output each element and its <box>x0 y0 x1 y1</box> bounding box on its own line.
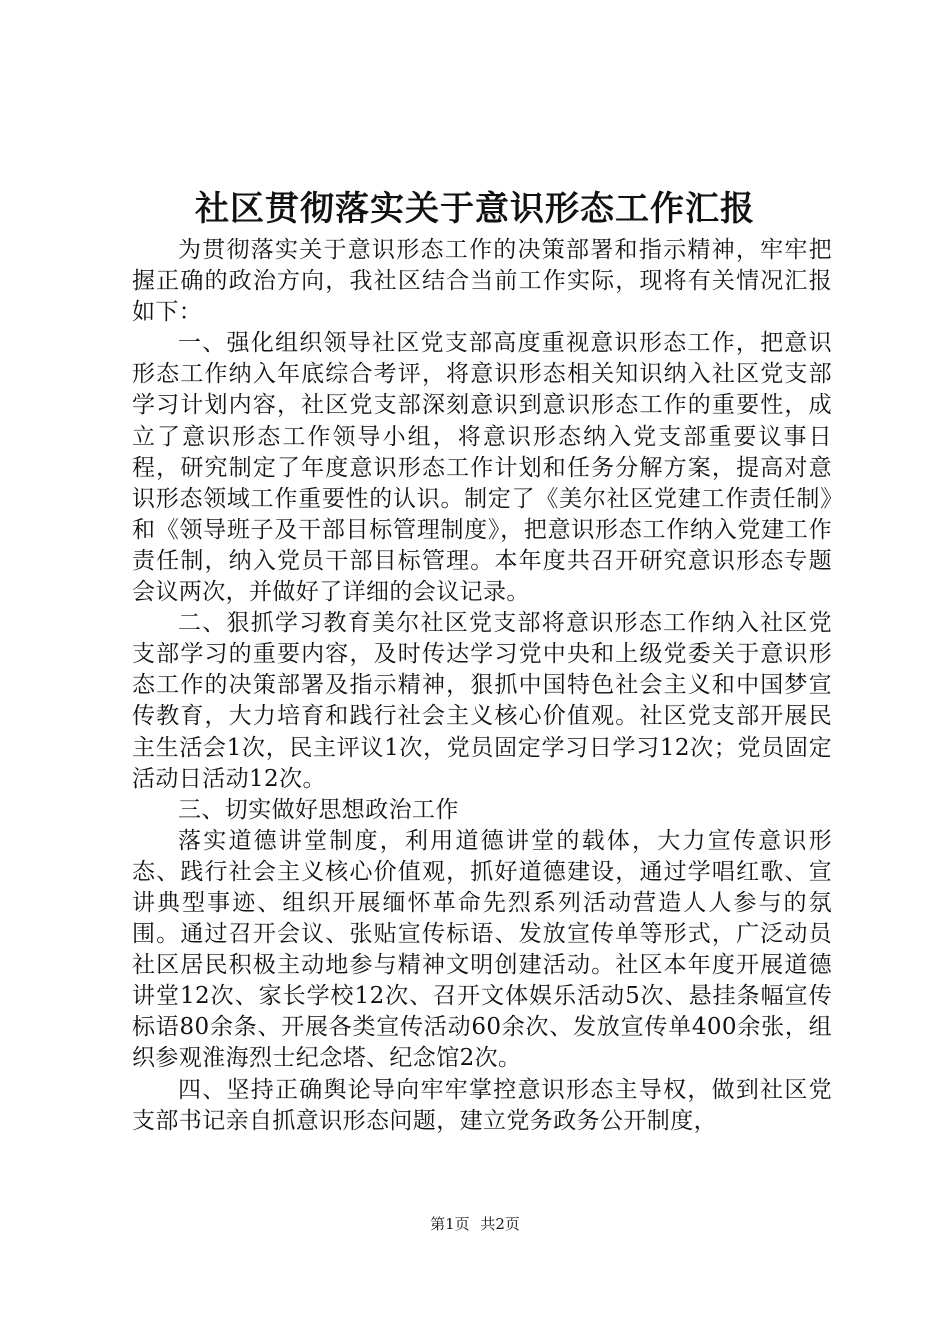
page-footer <box>0 1212 950 1236</box>
page-number: 第1页 <box>430 1215 470 1233</box>
document-title: 社区贯彻落实关于意识形态工作汇报 <box>195 189 755 229</box>
section-3-heading: 三、切实做好思想政治工作 <box>178 796 459 823</box>
paragraph-section-1: 一、强化组织领导社区党支部高度重视意识形态工作，把意识形态工作纳入年底综合考评，将意识形态相关知识纳入社区党支部学习计划内容，社区党支部深刻意识到意识形态工作的重要性，成立了意识形态工作领导小组，将意识形态纳入党支部重要议事日程，研究制定了年度意识形态工作计划和任务分解方案，提高对意识形态领域工作重要性的认识。制定了《美尔社区党建工作责任制》和《领导班子及干部目标管理制度》，把意识形态工作纳入党建工作责任制，纳入党员干部目标管理。本年度共召开研究意识形态专题会议两次，并做好了详细的会议记录。 <box>132 330 832 606</box>
paragraph-section-2: 二、狠抓学习教育美尔社区党支部将意识形态工作纳入社区党支部学习的重要内容，及时传达学习党中央和上级党委关于意识形态工作的决策部署及指示精神，狠抓中国特色社会主义和中国梦宣传教育，大力培育和践行社会主义核心价值观。社区党支部开展民主生活会1次，民主评议1次，党员固定学习日学习12次；党员固定活动日活动12次。 <box>132 610 832 792</box>
page-total: 共2页 <box>480 1215 520 1233</box>
paragraph-section-4: 四、坚持正确舆论导向牢牢掌控意识形态主导权，做到社区党支部书记亲自抓意识形态问题，建立党务政务公开制度， <box>132 1076 832 1134</box>
paragraph-intro: 为贯彻落实关于意识形态工作的决策部署和指示精神，牢牢把握正确的政治方向，我社区结合当前工作实际，现将有关情况汇报如下： <box>132 237 832 326</box>
document-body <box>132 235 832 1137</box>
paragraph-section-3: 落实道德讲堂制度，利用道德讲堂的载体，大力宣传意识形态、践行社会主义核心价值观，抓好道德建设，通过学唱红歌、宣讲典型事迹、组织开展缅怀革命先烈系列活动营造人人参与的氛围。通过召开会议、张贴宣传标语、发放宣传单等形式，广泛动员社区居民积极主动地参与精神文明创建活动。社区本年度开展道德讲堂12次、家长学校12次、召开文体娱乐活动5次、悬挂条幅宣传标语80余条、开展各类宣传活动60余次、发放宣传单400余张，组织参观淮海烈士纪念塔、纪念馆2次。 <box>132 827 832 1072</box>
